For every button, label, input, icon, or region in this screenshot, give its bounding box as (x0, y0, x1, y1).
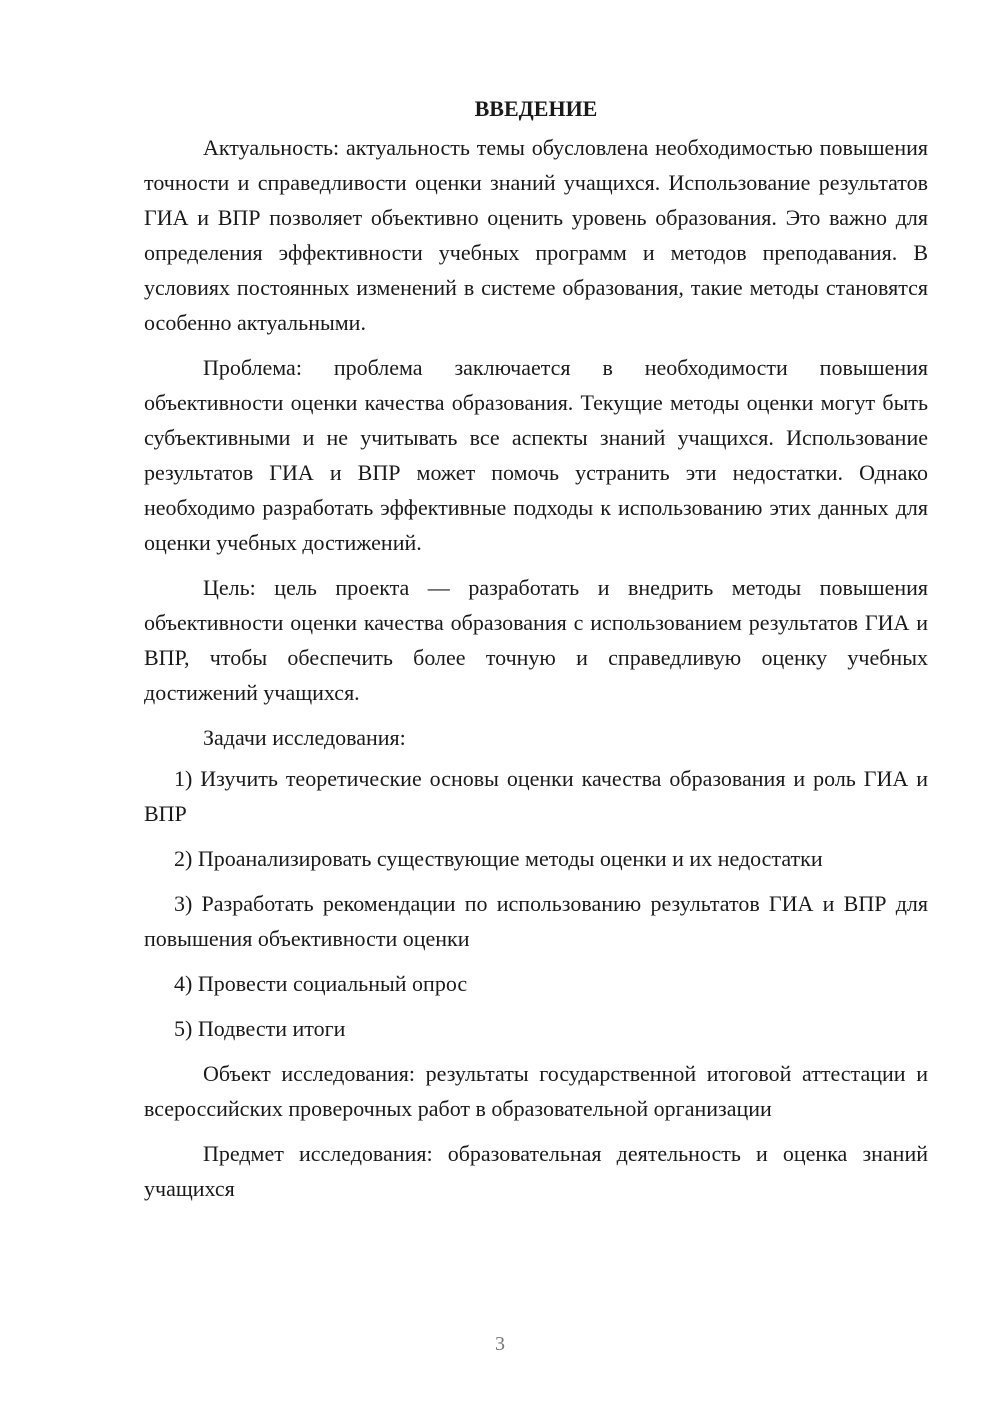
list-item: 4) Провести социальный опрос (174, 971, 468, 996)
tasks-list (144, 761, 928, 1046)
list-item: 5) Подвести итоги (174, 1016, 346, 1041)
list-item: 3) Разработать рекомендации по использованию результатов ГИА и ВПР для повышения объективности оценки (144, 891, 928, 951)
paragraph-problem: Проблема: проблема заключается в необходимости повышения объективности оценки качества образования. Текущие методы оценки могут быть субъективными и не учитывать все аспекты знаний учащихся. Использование результатов ГИА и ВПР может помочь устранить эти недостатки. Однако необходимо разработать эффективные подходы к использованию этих данных для оценки учебных достижений. (144, 355, 928, 555)
paragraph-relevance: Актуальность: актуальность темы обусловлена необходимостью повышения точности и справедливости оценки знаний учащихся. Использование результатов ГИА и ВПР позволяет объективно оценить уровень образования. Это важно для определения эффективности учебных программ и методов преподавания. В условиях постоянных изменений в системе образования, такие методы становятся особенно актуальными. (144, 135, 928, 335)
document-page (144, 92, 928, 1216)
page-number: 3 (495, 1333, 505, 1355)
paragraph-object: Объект исследования: результаты государственной итоговой аттестации и всероссийских проверочных работ в образовательной организации (144, 1061, 928, 1121)
list-item: 2) Проанализировать существующие методы оценки и их недостатки (174, 846, 823, 871)
paragraph-goal: Цель: цель проекта — разработать и внедрить методы повышения объективности оценки качества образования с использованием результатов ГИА и ВПР, чтобы обеспечить более точную и справедливую оценку учебных достижений учащихся. (144, 575, 928, 705)
paragraph-subject: Предмет исследования: образовательная деятельность и оценка знаний учащихся (144, 1141, 928, 1201)
page-title: ВВЕДЕНИЕ (474, 96, 598, 121)
list-item: 1) Изучить теоретические основы оценки качества образования и роль ГИА и ВПР (144, 766, 928, 826)
tasks-title: Задачи исследования: (203, 725, 406, 750)
